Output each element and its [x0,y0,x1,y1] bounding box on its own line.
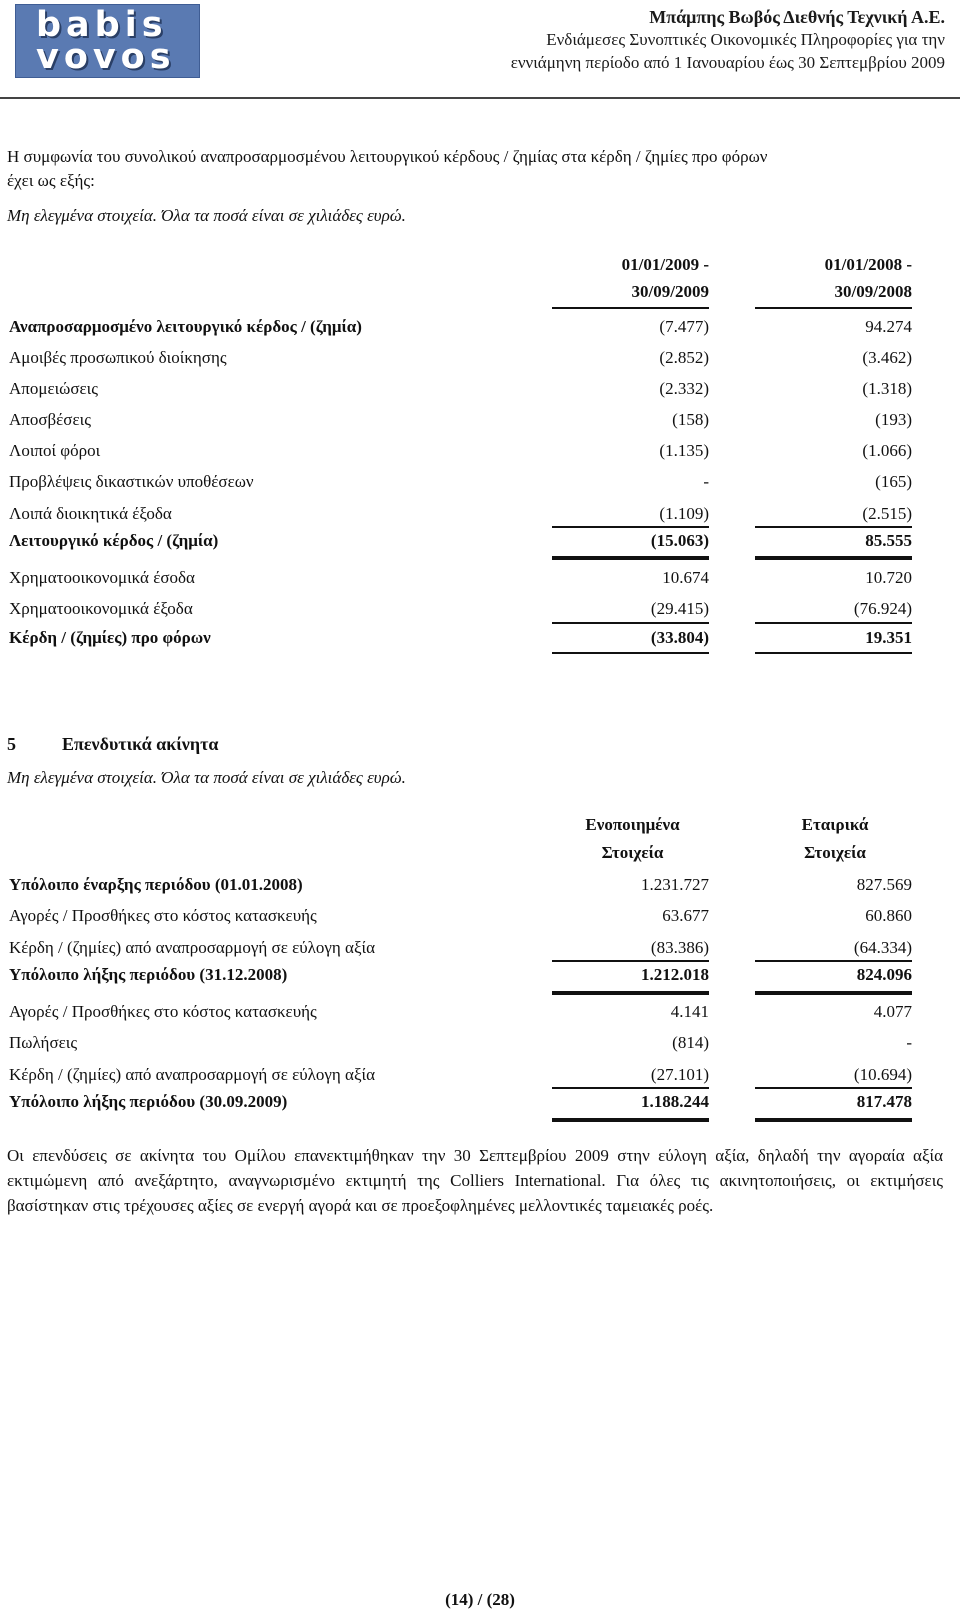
table-cell-company: 60.860 [865,906,912,925]
table-cell-consolidated: 1.188.244 [641,1092,709,1111]
table-cell-consolidated: 4.141 [670,1002,709,1021]
total-double-underline [552,556,709,560]
header-divider [0,97,960,99]
table-cell-2008: (1.318) [862,379,912,398]
table-cell-2009: (2.852) [659,348,709,367]
table-cell-2009: 10.674 [662,568,709,587]
table-cell-company: 827.569 [856,875,912,894]
table-cell-consolidated: (83.386) [650,938,709,957]
table-row-label: Κέρδη / (ζημίες) προ φόρων [9,628,211,647]
total-double-underline [552,1118,709,1122]
table-row-label: Προβλέψεις δικαστικών υποθέσεων [9,472,254,491]
section-number: 5 [7,734,16,754]
table-row-label: Αναπροσαρμοσμένο λειτουργικό κέρδος / (ζημία) [9,317,362,336]
table-cell-2009: (7.477) [659,317,709,336]
table-row-label: Υπόλοιπο λήξης περιόδου (31.12.2008) [9,965,288,984]
reconciliation-intro-line1: Η συμφωνία του συνολικού αναπροσαρμοσμένου λειτουργικού κέρδους / ζημίας στα κέρδη / ζημίες προ φόρων [7,147,768,166]
table-row-label: Λειτουργικό κέρδος / (ζημία) [9,531,219,550]
table-cell-2009: (1.135) [659,441,709,460]
total-double-underline [552,991,709,995]
table-cell-2008: 85.555 [865,531,912,550]
table-row-label: Χρηματοοικονομικά έσοδα [9,568,195,587]
table-row-label: Πωλήσεις [9,1033,78,1052]
table-cell-consolidated: 1.212.018 [641,965,709,984]
subtotal-underline [552,1087,709,1089]
table-cell-2008: 10.720 [865,568,912,587]
column-header-underline [552,307,709,309]
subtotal-underline [755,622,912,624]
column-header-2009-line2: 30/09/2009 [631,282,709,301]
company-name: Μπάμπης Βωβός Διεθνής Τεχνική Α.Ε. [649,7,945,27]
table-row-label: Αμοιβές προσωπικού διοίκησης [9,348,227,367]
section-title: Επενδυτικά ακίνητα [62,734,219,754]
column-header-2008-line1: 01/01/2008 - [824,255,912,274]
table-cell-2009: (158) [672,410,709,429]
table-cell-company: (10.694) [853,1065,912,1084]
table-row-label: Απομειώσεις [9,379,98,398]
table-cell-2009: (2.332) [659,379,709,398]
reconciliation-unaudited-note: Μη ελεγμένα στοιχεία. Όλα τα ποσά είναι σε χιλιάδες ευρώ. [7,206,406,225]
table-cell-2008: (1.066) [862,441,912,460]
company-logo [15,4,200,78]
column-header-company-line2: Στοιχεία [804,843,866,862]
column-header-underline [755,307,912,309]
table-cell-2009: (29.415) [650,599,709,618]
table-cell-2009: - [703,472,709,491]
table-row-label: Υπόλοιπο λήξης περιόδου (30.09.2009) [9,1092,288,1111]
report-title-line1: Ενδιάμεσες Συνοπτικές Οικονομικές Πληροφορίες για την [546,30,945,49]
table-row-label: Κέρδη / (ζημίες) από αναπροσαρμογή σε εύλογη αξία [9,1065,376,1084]
table-row-label: Κέρδη / (ζημίες) από αναπροσαρμογή σε εύλογη αξία [9,938,376,957]
table-cell-2009: (15.063) [650,531,709,550]
table-cell-2008: 19.351 [865,628,912,647]
total-underline [755,652,912,654]
logo-text-line1: babis [36,5,168,45]
subtotal-underline [552,526,709,528]
page-number: (14) / (28) [445,1590,515,1609]
subtotal-underline [755,1087,912,1089]
table-cell-2008: (2.515) [862,504,912,523]
table-cell-2008: (3.462) [862,348,912,367]
total-double-underline [755,991,912,995]
investment-unaudited-note: Μη ελεγμένα στοιχεία. Όλα τα ποσά είναι σε χιλιάδες ευρώ. [7,768,406,787]
total-double-underline [755,556,912,560]
report-title-line2: εννιάμηνη περίοδο από 1 Ιανουαρίου έως 30 Σεπτεμβρίου 2009 [510,53,945,72]
table-row-label: Αποσβέσεις [9,410,91,429]
subtotal-underline [755,960,912,962]
table-cell-consolidated: 1.231.727 [641,875,709,894]
valuation-paragraph: Οι επενδύσεις σε ακίνητα του Ομίλου επανεκτιμήθηκαν την 30 Σεπτεμβρίου 2009 στην εύλογη αξία, δηλαδή την αγοραία αξία εκτιμώμενη από ανεξάρτητο, αναγνωρισμένο εκτιμητή της Colliers International. Για όλες τις ακινητοποιήσεις, οι εκτιμήσεις βασίστηκαν στις τρέχουσες αξίες σε ενεργή αγορά και σε προεξοφλημένες μελλοντικές ταμειακές ροές. [7,1146,943,1215]
table-row-label: Υπόλοιπο έναρξης περιόδου (01.01.2008) [9,875,303,894]
subtotal-underline [552,960,709,962]
total-underline [552,652,709,654]
column-header-consolidated-line2: Στοιχεία [601,843,664,862]
table-cell-2008: 94.274 [865,317,912,336]
table-cell-consolidated: (27.101) [650,1065,709,1084]
column-header-company-line1: Εταιρικά [801,815,869,834]
table-row-label: Λοιποί φόροι [9,441,101,460]
table-row-label: Αγορές / Προσθήκες στο κόστος κατασκευής [9,906,317,925]
subtotal-underline [552,622,709,624]
table-cell-2009: (33.804) [650,628,709,647]
column-header-2008-line2: 30/09/2008 [834,282,912,301]
table-cell-consolidated: 63.677 [662,906,709,925]
total-double-underline [755,1118,912,1122]
table-cell-company: - [906,1033,912,1052]
table-cell-company: (64.334) [853,938,912,957]
table-cell-2008: (165) [875,472,912,491]
table-cell-company: 817.478 [856,1092,912,1111]
subtotal-underline [755,526,912,528]
table-cell-2009: (1.109) [659,504,709,523]
reconciliation-intro-line2: έχει ως εξής: [7,171,95,190]
table-row-label: Αγορές / Προσθήκες στο κόστος κατασκευής [9,1002,317,1021]
table-cell-2008: (76.924) [853,599,912,618]
table-cell-company: 4.077 [873,1002,912,1021]
table-row-label: Χρηματοοικονομικά έξοδα [9,599,193,618]
table-cell-company: 824.096 [856,965,912,984]
table-cell-consolidated: (814) [672,1033,709,1052]
section-heading [7,732,218,756]
column-header-consolidated-line1: Ενοποιημένα [585,815,680,834]
table-cell-2008: (193) [875,410,912,429]
table-row-label: Λοιπά διοικητικά έξοδα [9,504,172,523]
column-header-2009-line1: 01/01/2009 - [621,255,709,274]
logo-text-line2: vovos [36,37,176,77]
